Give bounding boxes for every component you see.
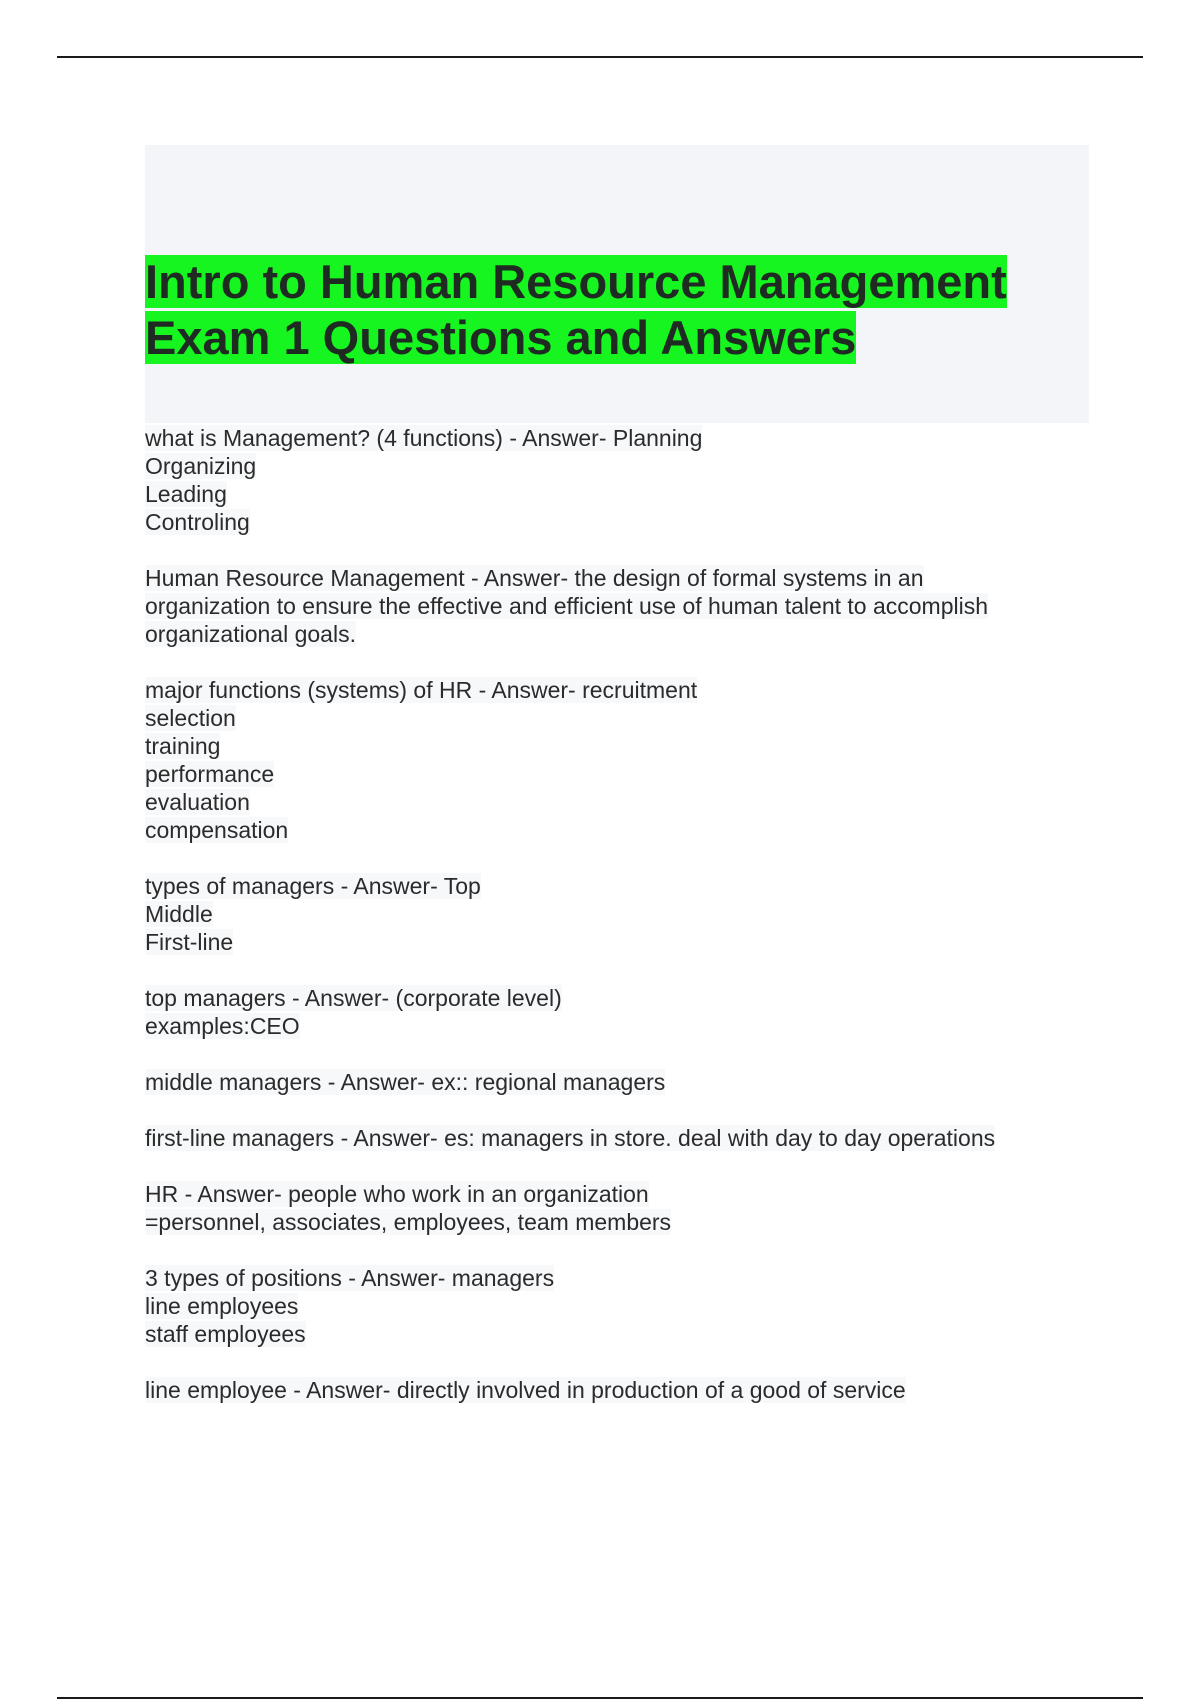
qa-text: Middle xyxy=(145,901,213,927)
qa-entry xyxy=(145,1180,1065,1236)
bottom-rule xyxy=(57,1697,1143,1699)
qa-answer-line xyxy=(145,732,1065,760)
top-rule xyxy=(57,56,1143,58)
qa-text: line employee - Answer- directly involved in production of a good of service xyxy=(145,1377,906,1403)
document-title xyxy=(145,254,1007,366)
qa-answer-line xyxy=(145,508,1065,536)
qa-text: First-line xyxy=(145,929,234,955)
qa-entry xyxy=(145,424,1065,536)
qa-answer-line xyxy=(145,1292,1065,1320)
title-line-1: Intro to Human Resource Management xyxy=(145,255,1007,308)
qa-text: major functions (systems) of HR - Answer- recruitment xyxy=(145,677,698,703)
qa-answer-line xyxy=(145,928,1065,956)
qa-entry xyxy=(145,1068,1065,1096)
qa-question-line xyxy=(145,1124,1065,1152)
qa-answer-line xyxy=(145,900,1065,928)
qa-text: Leading xyxy=(145,481,227,507)
qa-text: selection xyxy=(145,705,236,731)
qa-text: staff employees xyxy=(145,1321,306,1347)
qa-answer-line xyxy=(145,704,1065,732)
qa-answer-line xyxy=(145,760,1065,788)
qa-question-line xyxy=(145,424,1065,452)
qa-answer-line xyxy=(145,452,1065,480)
qa-text: what is Management? (4 functions) - Answer- Planning xyxy=(145,425,703,451)
qa-question-line xyxy=(145,872,1065,900)
qa-question-line xyxy=(145,984,1065,1012)
qa-text: 3 types of positions - Answer- managers xyxy=(145,1265,555,1291)
qa-text: training xyxy=(145,733,221,759)
qa-text: evaluation xyxy=(145,789,250,815)
qa-text: organizational goals. xyxy=(145,621,356,647)
qa-text: top managers - Answer- (corporate level) xyxy=(145,985,562,1011)
qa-entry xyxy=(145,872,1065,956)
qa-question-line xyxy=(145,1180,1065,1208)
qa-text: first-line managers - Answer- es: managers in store. deal with day to day operations xyxy=(145,1125,996,1151)
qa-entry xyxy=(145,1124,1065,1152)
qa-text: HR - Answer- people who work in an organization xyxy=(145,1181,649,1207)
qa-entry xyxy=(145,676,1065,844)
qa-text: Controling xyxy=(145,509,250,535)
qa-entry xyxy=(145,1376,1065,1404)
qa-answer-line xyxy=(145,788,1065,816)
qa-answer-line xyxy=(145,1208,1065,1236)
qa-text: line employees xyxy=(145,1293,299,1319)
qa-answer-line xyxy=(145,816,1065,844)
qa-answer-line xyxy=(145,620,1065,648)
qa-text: middle managers - Answer- ex:: regional managers xyxy=(145,1069,666,1095)
qa-answer-line xyxy=(145,1012,1065,1040)
qa-text: Organizing xyxy=(145,453,257,479)
qa-text: organization to ensure the effective and efficient use of human talent to accomplish xyxy=(145,593,989,619)
title-line-2: Exam 1 Questions and Answers xyxy=(145,311,857,364)
qa-answer-line xyxy=(145,480,1065,508)
qa-text: Human Resource Management - Answer- the design of formal systems in an xyxy=(145,565,924,591)
qa-question-line xyxy=(145,1376,1065,1404)
qa-question-line xyxy=(145,1068,1065,1096)
qa-entry xyxy=(145,564,1065,648)
qa-answer-line xyxy=(145,592,1065,620)
qa-answer-line xyxy=(145,1320,1065,1348)
qa-text: performance xyxy=(145,761,275,787)
qa-text: =personnel, associates, employees, team members xyxy=(145,1209,672,1235)
qa-text: types of managers - Answer- Top xyxy=(145,873,481,899)
qa-list xyxy=(145,424,1065,1432)
qa-entry xyxy=(145,984,1065,1040)
qa-entry xyxy=(145,1264,1065,1348)
qa-question-line xyxy=(145,564,1065,592)
qa-question-line xyxy=(145,1264,1065,1292)
qa-text: examples:CEO xyxy=(145,1013,300,1039)
qa-text: compensation xyxy=(145,817,289,843)
qa-question-line xyxy=(145,676,1065,704)
